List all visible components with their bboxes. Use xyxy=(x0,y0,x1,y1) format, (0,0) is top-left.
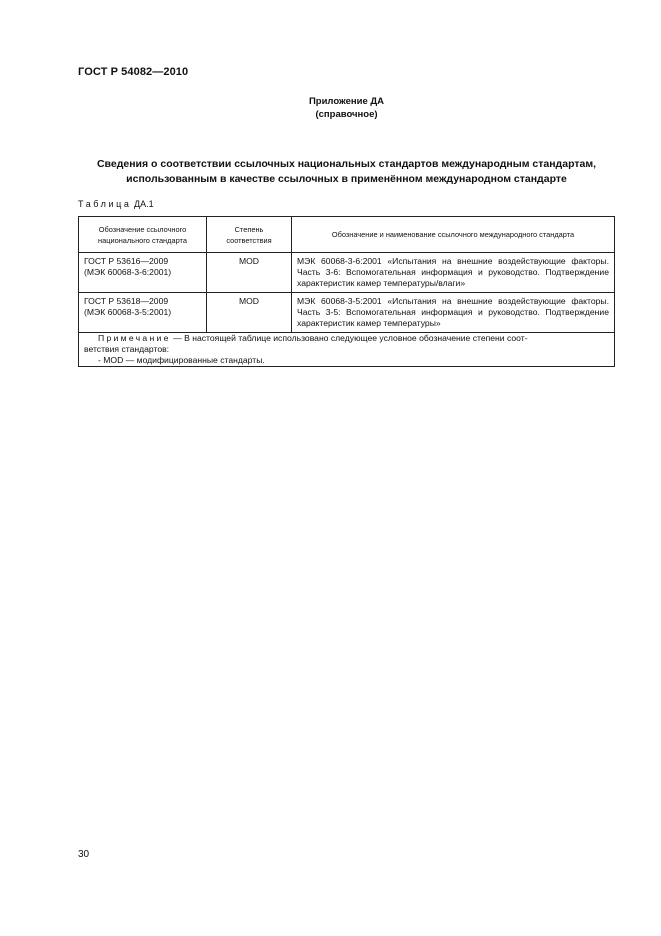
cell-national-standard xyxy=(79,253,207,293)
cell-degree: MOD xyxy=(207,253,292,293)
national-iec-ref: (МЭК 60068-3-6:2001) xyxy=(84,267,172,277)
cell-international-standard: МЭК 60068-3-6:2001 «Испытания на внешние воздействующие факторы. Часть 3-6: Вспомогательная информация и руководство. Подтверждение характеристик камер температуры/влаги» xyxy=(292,253,615,293)
table-note-row xyxy=(79,333,615,367)
table-row xyxy=(79,293,615,333)
table-label-prefix: Таблица xyxy=(78,199,132,209)
appendix-title: Приложение ДА xyxy=(308,96,385,107)
section-title-line-1: Сведения о соответствии ссылочных национальных стандартов международным стандартам, xyxy=(96,158,597,170)
table-label xyxy=(78,199,154,209)
national-code: ГОСТ Р 53616—2009 xyxy=(84,256,169,266)
header-degree-line-1: Степень xyxy=(234,224,264,234)
table-row xyxy=(79,253,615,293)
correspondence-table xyxy=(78,216,615,367)
table-note xyxy=(79,333,615,367)
section-title xyxy=(78,157,615,187)
header-national-line-2: национального стандарта xyxy=(98,235,187,245)
cell-degree: MOD xyxy=(207,293,292,333)
note-line-2: ветствия стандартов: xyxy=(84,344,170,354)
national-iec-ref: (МЭК 60068-3-5:2001) xyxy=(84,307,172,317)
header-national-line-1: Обозначение ссылочного xyxy=(98,224,187,234)
note-head: Примечание xyxy=(98,333,171,343)
document-code: ГОСТ Р 54082—2010 xyxy=(78,66,189,78)
note-text-1: — В настоящей таблице использовано следующее условное обозначение степени соот- xyxy=(170,333,528,343)
appendix-subtitle: (справочное) xyxy=(315,109,378,120)
cell-national-standard xyxy=(79,293,207,333)
note-line-1 xyxy=(84,333,609,344)
header-national-standard xyxy=(79,217,207,253)
table-header-row xyxy=(79,217,615,253)
note-item: - MOD — модифицированные стандарты. xyxy=(98,355,265,365)
appendix-heading xyxy=(78,95,615,121)
header-degree xyxy=(207,217,292,253)
header-international-standard: Обозначение и наименование ссылочного международного стандарта xyxy=(292,217,615,253)
page-number: 30 xyxy=(78,849,90,860)
cell-international-standard: МЭК 60068-3-5:2001 «Испытания на внешние воздействующие факторы. Часть 3-5: Вспомогательная информация и руководство. Подтверждение характеристик камер температуры» xyxy=(292,293,615,333)
table-label-number: ДА.1 xyxy=(134,199,154,209)
section-title-line-2: использованным в качестве ссылочных в применённом международном стандарте xyxy=(126,173,567,185)
national-code: ГОСТ Р 53618—2009 xyxy=(84,296,169,306)
header-degree-line-2: соответствия xyxy=(226,235,272,245)
